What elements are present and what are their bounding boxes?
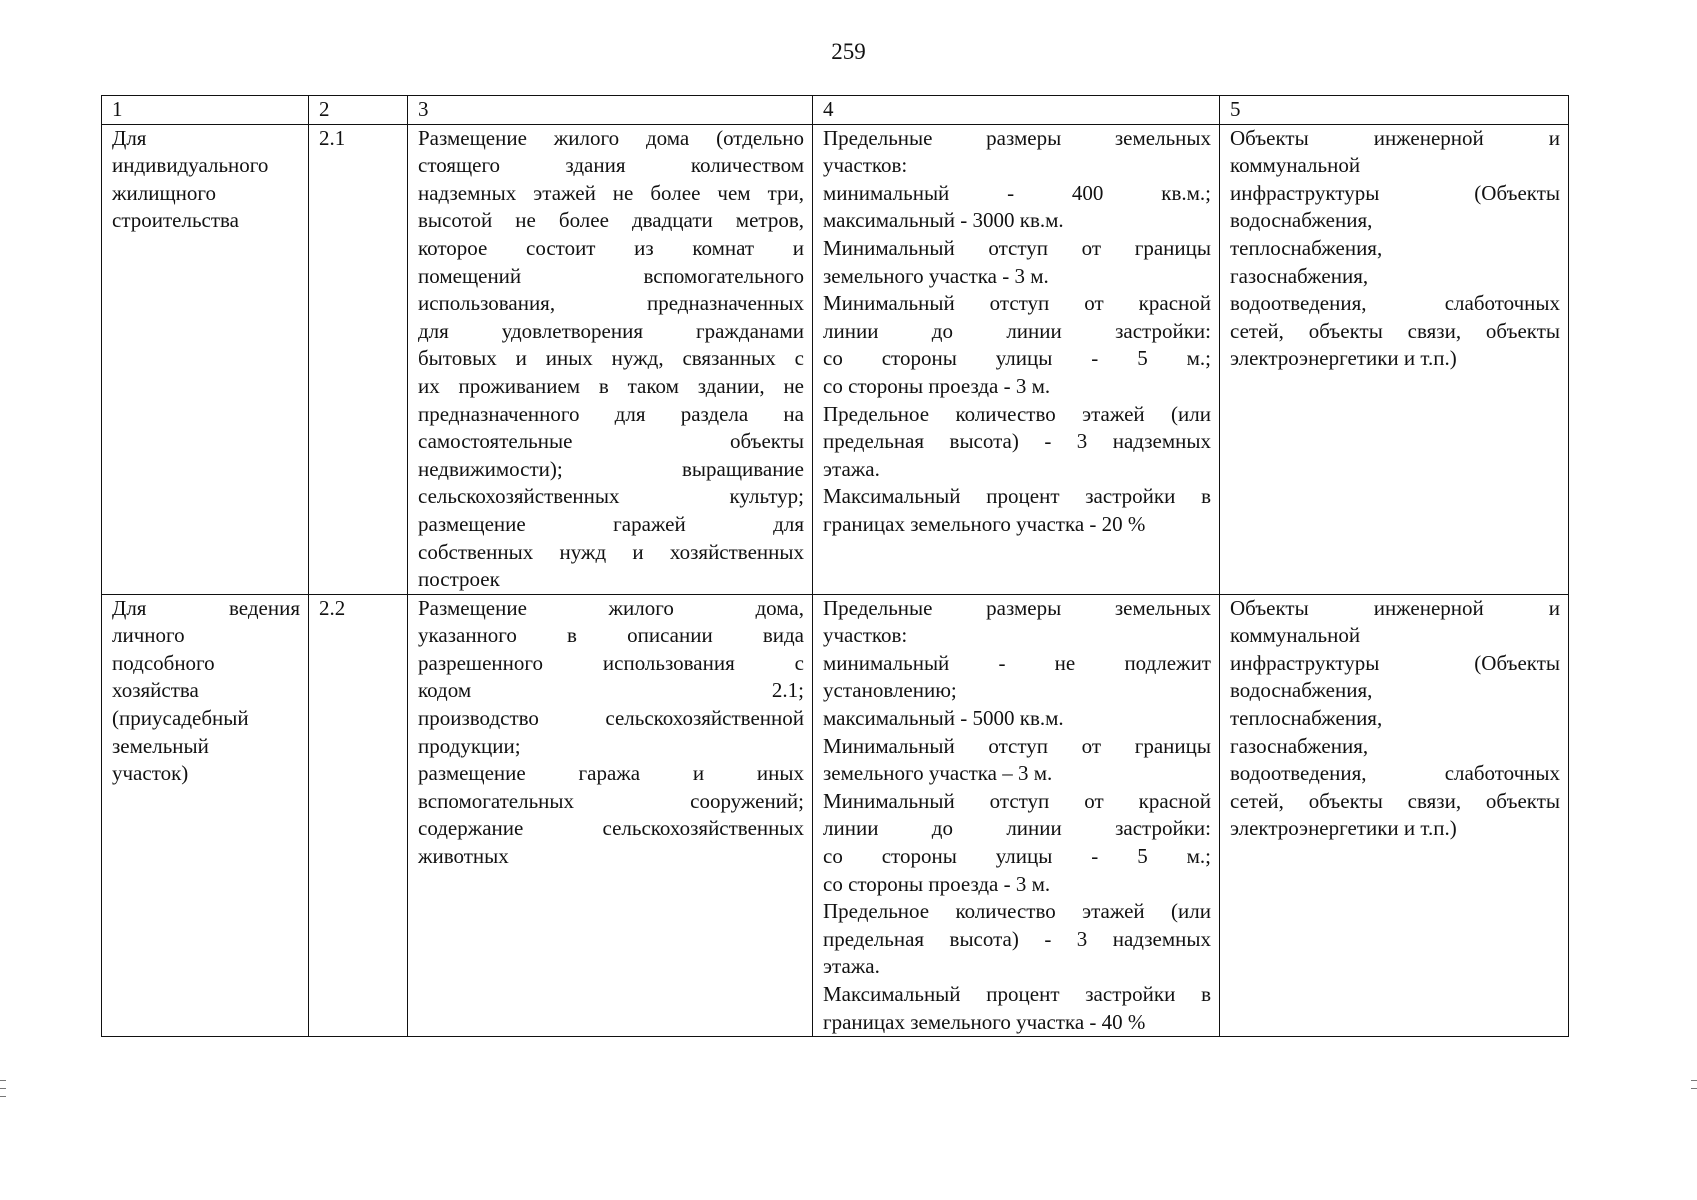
text-line: помещений вспомогательного <box>418 263 804 288</box>
text-line: размещение гаражей для <box>418 511 804 536</box>
text-line: предназначенного для раздела на <box>418 401 804 426</box>
text-line: Предельные размеры земельных <box>823 125 1211 150</box>
text-line: со стороны проезда - 3 м. <box>823 871 1051 896</box>
text-line: Для <box>112 125 147 150</box>
text-line: собственных нужд и хозяйственных <box>418 539 804 564</box>
text-line: недвижимости); выращивание <box>418 456 804 481</box>
text-line: участков: <box>823 623 908 648</box>
text-line: размещение гаража и иных <box>418 761 804 786</box>
text-line: максимальный - 3000 кв.м. <box>823 208 1064 233</box>
text-line: водоснабжения, <box>1230 678 1373 703</box>
use-type-name-cell <box>102 124 309 594</box>
text-line: их проживанием в таком здании, не <box>418 373 804 398</box>
text-line: содержание сельскохозяйственных <box>418 816 804 841</box>
parameters-cell <box>813 124 1220 594</box>
parameters-cell <box>813 594 1220 1037</box>
text-line: бытовых и иных нужд, связанных с <box>418 346 804 371</box>
use-type-name-cell <box>102 594 309 1037</box>
table-row <box>102 594 1569 1037</box>
text-line: этажа. <box>823 954 880 979</box>
text-line: предельная высота) - 3 надземных <box>823 926 1211 951</box>
text-line: электроэнергетики и т.п.) <box>1230 346 1457 371</box>
use-code-cell: 2.1 <box>309 124 408 594</box>
text-line: сельскохозяйственных культур; <box>418 484 804 509</box>
text-line: границах земельного участка - 20 % <box>823 511 1146 536</box>
text-line: производство сельскохозяйственной <box>418 706 804 731</box>
text-line: Минимальный отступ от красной <box>823 291 1211 316</box>
text-line: Объекты инженерной и <box>1230 595 1560 620</box>
text-line: минимальный - 400 кв.м.; <box>823 180 1211 205</box>
table-header-row <box>102 96 1569 125</box>
text-line: электроэнергетики и т.п.) <box>1230 816 1457 841</box>
land-use-table <box>101 95 1569 1037</box>
text-line: продукции; <box>418 733 521 758</box>
text-line: Предельное количество этажей (или <box>823 899 1211 924</box>
text-line: Максимальный процент застройки в <box>823 982 1211 1006</box>
text-line: инфраструктуры (Объекты <box>1230 650 1560 675</box>
text-line: коммунальной <box>1230 623 1361 648</box>
text-line: сетей, объекты связи, объекты <box>1230 788 1560 813</box>
text-line: самостоятельные объекты <box>418 429 804 454</box>
text-line: газоснабжения, <box>1230 263 1369 288</box>
page-number: 259 <box>831 39 866 64</box>
scan-edge-mark <box>0 1088 6 1089</box>
text-line: кодом 2.1; <box>418 678 804 703</box>
text-line: коммунальной <box>1230 153 1361 178</box>
text-line: предельная высота) - 3 надземных <box>823 429 1211 454</box>
text-line: инфраструктуры (Объекты <box>1230 180 1560 205</box>
text-line: Минимальный отступ от границы <box>823 733 1211 758</box>
related-objects-cell <box>1220 594 1569 1037</box>
use-code-cell: 2.2 <box>309 594 408 1037</box>
column-header-2: 2 <box>309 96 408 125</box>
text-line: использования, предназначенных <box>418 291 804 316</box>
table-row <box>102 124 1569 594</box>
text-line: установлению; <box>823 678 957 703</box>
text-line: хозяйства <box>112 678 199 703</box>
text-line: газоснабжения, <box>1230 733 1369 758</box>
text-line: этажа. <box>823 456 880 481</box>
text-line: Минимальный отступ от границы <box>823 235 1211 260</box>
text-line: со стороны улицы - 5 м.; <box>823 844 1211 869</box>
text-line: строительства <box>112 208 240 233</box>
text-line: со стороны улицы - 5 м.; <box>823 346 1211 371</box>
text-line: земельного участка - 3 м. <box>823 263 1049 288</box>
text-line: стоящего здания количеством <box>418 153 804 178</box>
text-line: Предельное количество этажей (или <box>823 401 1211 426</box>
scan-edge-mark <box>0 1096 6 1097</box>
related-objects-cell <box>1220 124 1569 594</box>
text-line: земельного участка – 3 м. <box>823 761 1053 786</box>
text-line: животных <box>418 844 509 869</box>
text-line: водоотведения, слаботочных <box>1230 291 1560 316</box>
use-description-cell <box>408 594 813 1037</box>
text-line: Для ведения <box>112 595 300 620</box>
text-line: участок) <box>112 761 189 786</box>
text-line: водоснабжения, <box>1230 208 1373 233</box>
text-line: Размещение жилого дома (отдельно <box>418 125 804 150</box>
text-line: максимальный - 5000 кв.м. <box>823 706 1064 731</box>
use-description-cell <box>408 124 813 594</box>
text-line: со стороны проезда - 3 м. <box>823 373 1051 398</box>
text-line: сетей, объекты связи, объекты <box>1230 318 1560 343</box>
column-header-3: 3 <box>408 96 813 125</box>
text-line: теплоснабжения, <box>1230 235 1383 260</box>
text-line: линии до линии застройки: <box>823 318 1211 343</box>
text-line: границах земельного участка - 40 % <box>823 1009 1146 1034</box>
scan-edge-mark <box>0 1080 6 1081</box>
scan-edge-mark <box>1691 1080 1697 1081</box>
text-line: теплоснабжения, <box>1230 706 1383 731</box>
text-line: минимальный - не подлежит <box>823 650 1211 675</box>
text-line: участков: <box>823 153 908 178</box>
column-header-5: 5 <box>1220 96 1569 125</box>
text-line: высотой не более двадцати метров, <box>418 208 804 233</box>
text-line: водоотведения, слаботочных <box>1230 761 1560 786</box>
text-line: надземных этажей не более чем три, <box>418 180 804 205</box>
scan-edge-mark <box>1691 1088 1697 1089</box>
text-line: подсобного <box>112 650 215 675</box>
text-line: Максимальный процент застройки в <box>823 484 1211 509</box>
text-line: (приусадебный <box>112 706 249 731</box>
text-line: жилищного <box>112 180 216 205</box>
text-line: указанного в описании вида <box>418 623 804 648</box>
text-line: линии до линии застройки: <box>823 816 1211 841</box>
text-line: построек <box>418 567 500 592</box>
text-line: для удовлетворения гражданами <box>418 318 804 343</box>
text-line: Минимальный отступ от красной <box>823 788 1211 813</box>
text-line: Предельные размеры земельных <box>823 595 1211 620</box>
text-line: земельный <box>112 733 209 758</box>
text-line: Объекты инженерной и <box>1230 125 1560 150</box>
column-header-1: 1 <box>102 96 309 125</box>
column-header-4: 4 <box>813 96 1220 125</box>
text-line: вспомогательных сооружений; <box>418 788 804 813</box>
text-line: индивидуального <box>112 153 269 178</box>
text-line: Размещение жилого дома, <box>418 595 804 620</box>
text-line: личного <box>112 623 185 648</box>
text-line: которое состоит из комнат и <box>418 235 804 260</box>
text-line: разрешенного использования с <box>418 650 804 675</box>
